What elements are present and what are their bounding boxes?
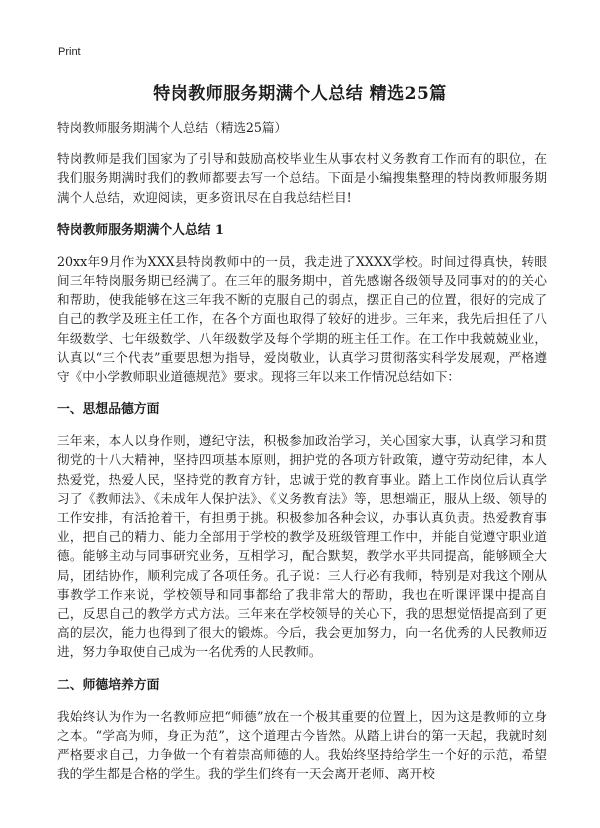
section-heading: 特岗教师服务期满个人总结 1 [57, 222, 224, 238]
article-subtitle: 特岗教师服务期满个人总结（精选25篇） [57, 120, 288, 135]
body-paragraph: 三年来，本人以身作则，遵纪守法，积极参加政治学习，关心国家大事，认真学习和贯彻党的十八大精神，坚持四项基本原则，拥护党的各项方针政策，遵守劳动纪律，本人热爱党，热爱人民，坚持党的教育方针，忠诚于党的教育事业。踏上工作岗位后认真学习了《教师法》、《未成年人保护法》、《义务教育法》等，思想端正，服从上级、领导的工作安排，有活抢着干，有担勇于挑。积极参加各种会议，办事认真负责。热爱教育事业，把自己的精力、能力全部用于学校的教学及班级管理工作中，并能自觉遵守职业道德。能够主动与同事研究业务，互相学习，配合默契，教学水平共同提高，能够顾全大局，团结协作，顺利完成了各项任务。孔子说：三人行必有我师，特别是对我这个刚从事教学工作来说，学校领导和同事都给了我非常大的帮助，我也在听课评课中提高自己，反思自己的教学方式方法。三年来在学校领导的关心下，我的思想觉悟提高到了更高的层次，能力也得到了很大的锻炼。今后，我会更加努力，向一名优秀的人民教师迈进，努力争取使自己成为一名优秀的人民教师。 [57, 433, 547, 660]
print-link[interactable]: Print [58, 46, 81, 58]
body-paragraph: 20xx年9月作为XXX县特岗教师中的一员，我走进了XXXX学校。时间过得真快，转眼间三年特岗服务期已经满了。在三年的服务期中，首先感谢各级领导及同事对的的关心和帮助，使我能够在这三年我不断的克服自己的弱点，摆正自己的位置，很好的完成了自己的教学及班主任工作，在各个方面也取得了较好的进步。三年来，我先后担任了八年级数学、七年级数学、八年级数学及每个学期的班主任工作。在工作中我兢兢业业，认真以“三个代表”重要思想为指导，爱岗敬业，认真学习贯彻落实科学发展观，严格遵守《中小学教师职业道德规范》要求。现将三年以来工作情况总结如下： [57, 253, 547, 385]
page-title: 特岗教师服务期满个人总结 精选25篇 [153, 84, 447, 104]
body-paragraph: 我始终认为作为一名教师应把“师德”放在一个极其重要的位置上，因为这是教师的立身之本。“学高为师，身正为范”，这个道理古今皆然。从踏上讲台的第一天起，我就时刻严格要求自己，力争做一个有着崇高师德的人。我始终坚持给学生一个好的示范，希望我的学生都是合格的学生。我的学生们终有一天会离开老师、离开校 [57, 708, 547, 782]
article-body [57, 118, 547, 797]
subsection-heading-ideology: 一、思想品德方面 [57, 402, 160, 418]
intro-paragraph: 特岗教师是我们国家为了引导和鼓励高校毕业生从事农村义务教育工作而有的职位，在我们服务期满时我们的教师都要去写一个总结。下面是小编搜集整理的特岗教师服务期满个人总结，欢迎阅读，更多资讯尽在自我总结栏目! [57, 151, 547, 205]
subsection-heading-ethics: 二、师德培养方面 [57, 677, 160, 693]
